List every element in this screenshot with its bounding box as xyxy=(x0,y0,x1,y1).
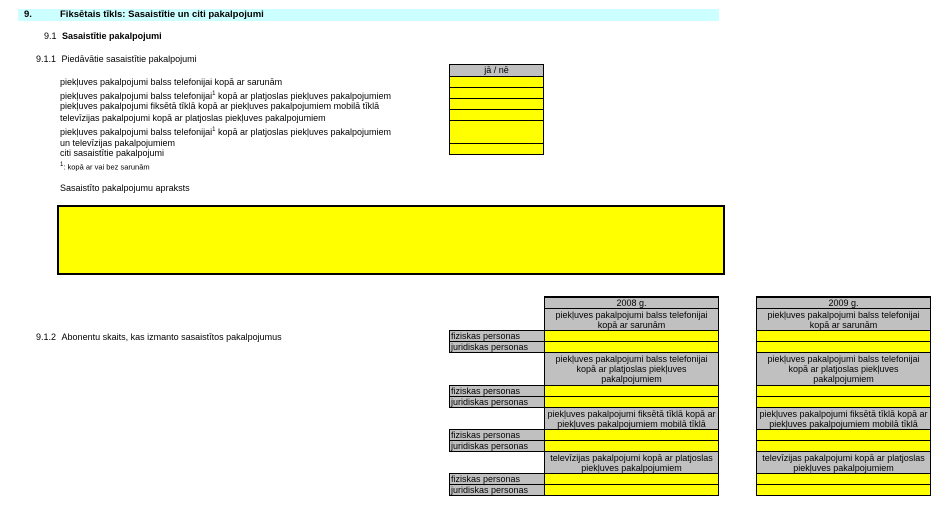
subsection-9-1-1 xyxy=(36,54,197,65)
bundle-item-label: piekļuves pakalpojumi fiksētā tīklā kopā ar piekļuves pakalpojumiem mobilā tīklā xyxy=(60,101,380,111)
row-label-individuals: fiziskas personas xyxy=(450,331,545,342)
row-label-legal-entities: juridiskas personas xyxy=(450,485,545,496)
subsection-9-1-1-title: Piedāvātie sasaistītie pakalpojumi xyxy=(61,54,197,64)
description-input-box[interactable] xyxy=(57,205,725,275)
count-input[interactable] xyxy=(545,397,719,408)
count-input[interactable] xyxy=(545,331,719,342)
subsection-9-1-2-number: 9.1.2 xyxy=(36,332,57,342)
yes-no-input[interactable] xyxy=(450,144,544,155)
count-input[interactable] xyxy=(545,430,719,441)
count-input[interactable] xyxy=(757,441,931,452)
category-header: piekļuves pakalpojumi balss telefonijai kopā ar platjoslas piekļuves pakalpojumiem xyxy=(545,353,719,386)
yes-no-input[interactable] xyxy=(450,88,544,99)
count-input[interactable] xyxy=(545,441,719,452)
row-label-individuals: fiziskas personas xyxy=(450,474,545,485)
yes-no-input[interactable] xyxy=(450,110,544,121)
bundle-item-label: piekļuves pakalpojumi balss telefonijai$^1$ kopā ar platjoslas piekļuves pakalpojumiem un televīzijas pakalpojumiem xyxy=(60,127,392,148)
count-input[interactable] xyxy=(545,474,719,485)
subsection-9-1-title: Sasaistītie pakalpojumi xyxy=(62,31,162,41)
yes-no-input[interactable] xyxy=(450,121,544,144)
category-header: televīzijas pakalpojumi kopā ar platjoslas piekļuves pakalpojumiem xyxy=(545,452,719,474)
year-header: 2008 g. xyxy=(545,297,719,309)
category-header: piekļuves pakalpojumi fiksētā tīklā kopā ar piekļuves pakalpojumiem mobilā tīklā xyxy=(757,408,931,430)
subsection-9-1-2 xyxy=(36,332,282,343)
year-header: 2009 g. xyxy=(757,297,931,309)
category-header: piekļuves pakalpojumi balss telefonijai kopā ar platjoslas piekļuves pakalpojumiem xyxy=(757,353,931,386)
section-number: 9. xyxy=(24,9,32,20)
row-label-legal-entities: juridiskas personas xyxy=(450,441,545,452)
footnote: $^1$: kopā ar vai bez sarunām xyxy=(60,162,150,172)
count-input[interactable] xyxy=(757,386,931,397)
subsection-9-1-number: 9.1 xyxy=(44,31,57,41)
count-input[interactable] xyxy=(545,386,719,397)
category-header: piekļuves pakalpojumi balss telefonijai kopā ar sarunām xyxy=(757,309,931,331)
count-input[interactable] xyxy=(757,430,931,441)
count-input[interactable] xyxy=(757,485,931,496)
count-input[interactable] xyxy=(757,331,931,342)
yes-no-table xyxy=(449,64,544,155)
subscriber-count-table xyxy=(449,296,931,496)
yes-no-input[interactable] xyxy=(450,77,544,88)
bundle-item-label: piekļuves pakalpojumi balss telefonijai kopā ar sarunām xyxy=(60,77,283,87)
count-input[interactable] xyxy=(757,474,931,485)
row-label-individuals: fiziskas personas xyxy=(450,386,545,397)
yes-no-header: jā / nē xyxy=(450,65,544,77)
bundle-item-label: citi sasaistītie pakalpojumi xyxy=(60,148,165,158)
count-input[interactable] xyxy=(545,485,719,496)
category-header: televīzijas pakalpojumi kopā ar platjoslas piekļuves pakalpojumiem xyxy=(757,452,931,474)
bundle-item-label: televīzijas pakalpojumi kopā ar platjoslas piekļuves pakalpojumiem xyxy=(60,113,326,123)
row-label-individuals: fiziskas personas xyxy=(450,430,545,441)
row-label-legal-entities: juridiskas personas xyxy=(450,342,545,353)
count-input[interactable] xyxy=(757,342,931,353)
yes-no-input[interactable] xyxy=(450,99,544,110)
description-label: Sasaistīto pakalpojumu apraksts xyxy=(60,183,190,193)
count-input[interactable] xyxy=(757,397,931,408)
subsection-9-1 xyxy=(44,31,162,42)
subsection-9-1-2-title: Abonentu skaits, kas izmanto sasaistītos pakalpojumus xyxy=(61,332,282,342)
category-header: piekļuves pakalpojumi fiksētā tīklā kopā ar piekļuves pakalpojumiem mobilā tīklā xyxy=(545,408,719,430)
subsection-9-1-1-number: 9.1.1 xyxy=(36,54,57,64)
bundle-item-label: piekļuves pakalpojumi balss telefonijai$^1$ kopā ar platjoslas piekļuves pakalpojumiem xyxy=(60,91,392,101)
row-label-legal-entities: juridiskas personas xyxy=(450,397,545,408)
section-title: Fiksētais tīkls: Sasaistītie un citi pakalpojumi xyxy=(60,9,264,20)
count-input[interactable] xyxy=(545,342,719,353)
category-header: piekļuves pakalpojumi balss telefonijai kopā ar sarunām xyxy=(545,309,719,331)
